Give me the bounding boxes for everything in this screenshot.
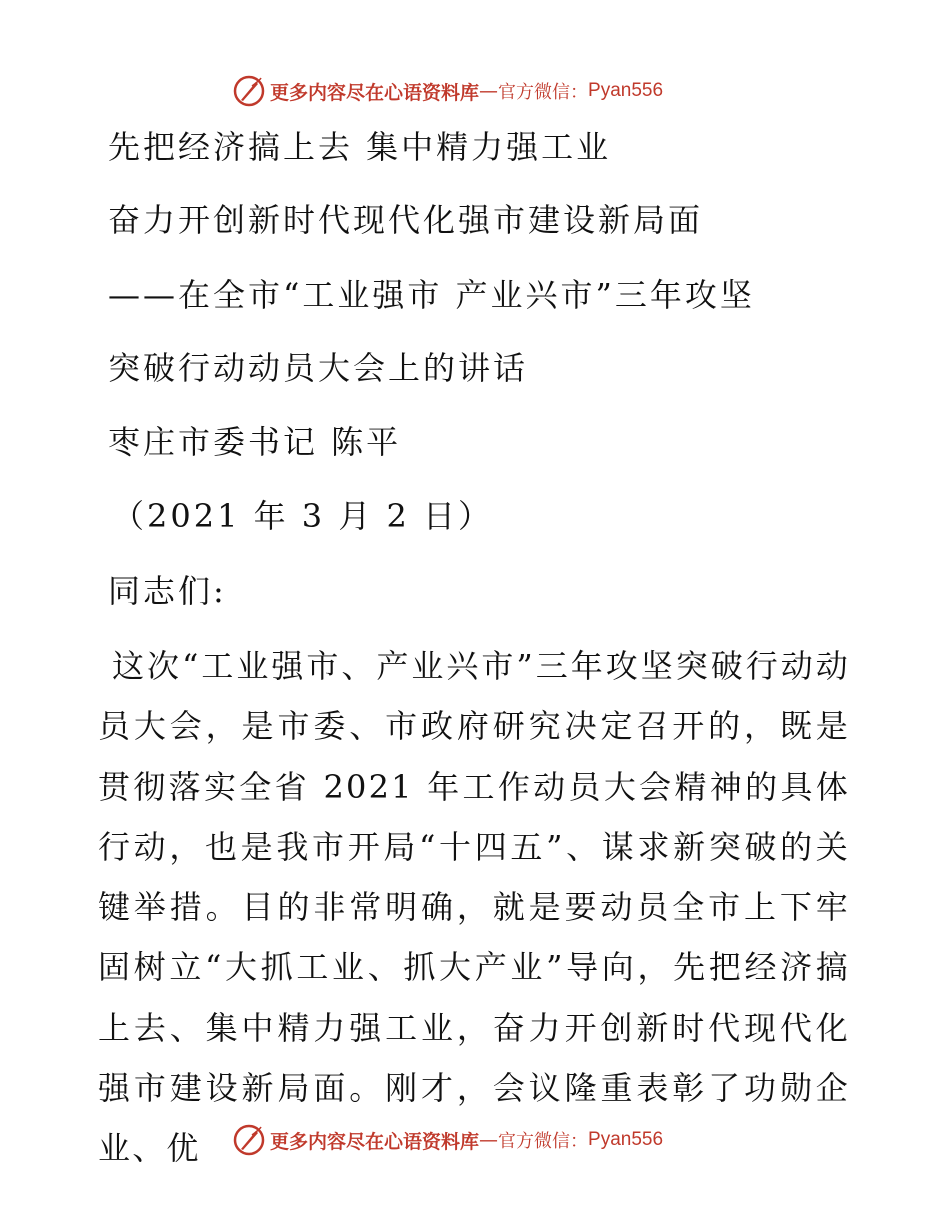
- body-paragraph: 这次“工业强市、产业兴市”三年攻坚突破行动动员大会，是市委、市政府研究决定召开的，既是贯彻落实全省 2021 年工作动员大会精神的具体行动，也是我市开局“十四五”、谋求新突破的关键举措。目的非常明确，就是要动员全市上下牢固树立“大抓工业、抓大产业”导向，先把经济搞上去、集中精力强工业，奋力开创新时代现代化强市建设新局面。刚才，会议隆重表彰了功勋企业、优: [98, 647, 850, 1168]
- subtitle-line-1: ——在全市“工业强市 产业兴市”三年攻坚: [108, 276, 755, 314]
- watermark-sub-text: 官方微信：: [498, 1131, 589, 1152]
- quill-logo-icon: [232, 1123, 266, 1157]
- watermark-dash: —: [479, 1129, 499, 1151]
- subtitle-line-2: 突破行动动员大会上的讲话: [108, 349, 529, 387]
- date-line: （2021 年 3 月 2 日）: [112, 497, 494, 535]
- salutation: 同志们:: [108, 572, 227, 610]
- watermark-bottom: [232, 1120, 663, 1160]
- watermark-top: [232, 71, 663, 111]
- author-line: 枣庄市委书记 陈平: [108, 423, 402, 461]
- watermark-main-text: 更多内容尽在心语资料库: [270, 1130, 480, 1153]
- watermark-id: Pyan556: [588, 80, 664, 101]
- title-line-1: 先把经济搞上去 集中精力强工业: [108, 128, 612, 166]
- watermark-id: Pyan556: [588, 1129, 664, 1150]
- watermark-main-text: 更多内容尽在心语资料库: [270, 81, 480, 104]
- watermark-sub-text: 官方微信：: [498, 82, 589, 103]
- watermark-dash: —: [479, 80, 499, 102]
- quill-logo-icon: [232, 74, 266, 108]
- title-line-2: 奋力开创新时代现代化强市建设新局面: [108, 201, 704, 239]
